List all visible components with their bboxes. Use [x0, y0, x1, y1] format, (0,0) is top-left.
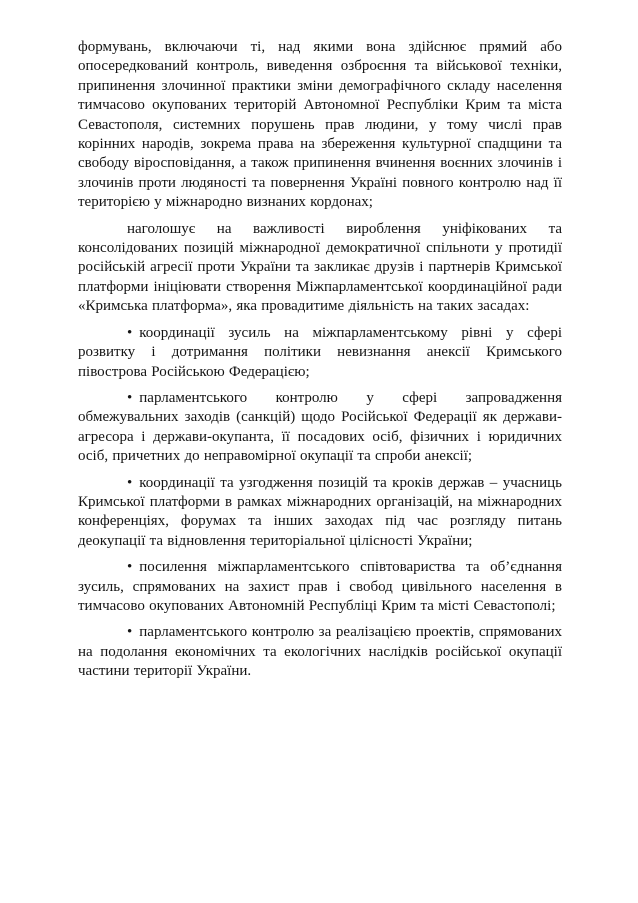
paragraph-demands-continuation: формувань, включаючи ті, над якими вона здійснює прямий або опосередкований контроль, виведення озброєння та військової техніки, припинення злочинної практики зміни демографічного складу населення тимчасово окупованих територій Автономної Республіки Крим та міста Севастополя, системних порушень прав людини, у тому числі прав корінних народів, зокрема права на збереження культурної спадщини та свободу віросповідання, а також припинення вчинення воєнних злочинів і злочинів проти людяності та повернення Україні повного контролю над її територією у міжнародно визнаних кордонах; [78, 39, 562, 211]
bullet-item-rights-protection [78, 558, 562, 616]
bullet-item-coordination-nonrecognition [78, 324, 562, 382]
bullet-item-positions-alignment [78, 474, 562, 552]
bullet-icon: • [127, 324, 133, 341]
bullet-text: координації зусиль на міжпарламентському рівні у сфері розвитку і дотримання політики невизнання анексії Кримського півострова Російською Федерацією; [78, 324, 562, 380]
bullet-icon: • [127, 624, 133, 641]
bullet-item-consequences-projects-control [78, 623, 562, 681]
bullet-icon: • [127, 389, 133, 406]
bullet-text: посилення міжпарламентського співтовариства та об’єднання зусиль, спрямованих на захист прав і свобод цивільного населення в тимчасово окупованих Автономній Республіці Крим та місті Севастополі; [78, 559, 562, 614]
bullet-icon: • [127, 474, 133, 491]
bullet-icon: • [127, 559, 133, 576]
bullet-text: парламентського контролю у сфері запровадження обмежувальних заходів (санкцій) щодо Російської Федерації як держави-агресора і держави-окупанта, її посадових осіб, фізичних і юридичних осіб, причетних до неправомірної окупації та спроби анексії; [78, 389, 562, 465]
paragraph-emphasizes-clause: наголошує на важливості вироблення уніфікованих та консолідованих позицій міжнародної демократичної спільноти у протидії російській агресії проти України та закликає друзів і партнерів Кримської платформи ініціювати створення Міжпарламентської координаційної ради «Кримська платформа», яка провадитиме діяльність на таких засадах: [78, 220, 562, 315]
bullet-text: парламентського контролю за реалізацією проектів, спрямованих на подолання економічних та екологічних наслідків російської окупації частини території України. [78, 624, 562, 680]
bullet-text: координації та узгодження позицій та кроків держав – учасниць Кримської платформи в рамках міжнародних організацій, на міжнародних конференціях, форумах та інших заходах під час розгляду питань деокупації та відновлення територіальної цілісності України; [78, 474, 562, 549]
bullet-item-sanctions-control [78, 389, 562, 467]
